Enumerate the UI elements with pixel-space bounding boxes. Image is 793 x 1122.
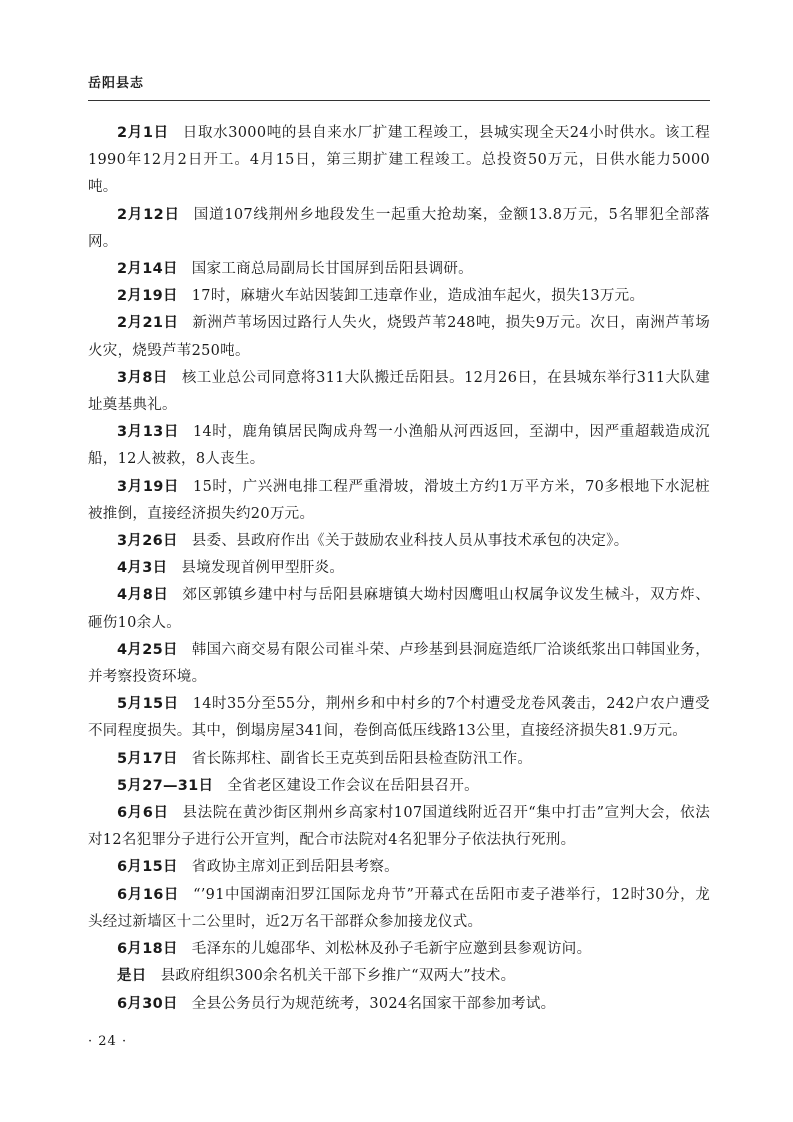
entry-date: 6月30日 xyxy=(117,995,178,1012)
entry-7 xyxy=(88,474,710,528)
entry-text: 郊区郭镇乡建中村与岳阳县麻塘镇大坳村因鹰咀山权属争议发生械斗，双方炸、砸伤10余人。 xyxy=(88,587,710,631)
entry-date: 是日 xyxy=(117,968,147,985)
entry-text: 15时，广兴洲电排工程严重滑坡，滑坡土方约1万平方米，70多根地下水泥桩被推倒，直接经济损失约20万元。 xyxy=(88,478,710,522)
entry-text: 17时，麻塘火车站因装卸工违章作业，造成油车起火，损失13万元。 xyxy=(191,288,645,305)
entry-17 xyxy=(88,882,710,936)
entry-text: 省长陈邦柱、副省长王克英到岳阳县检查防汛工作。 xyxy=(191,750,533,767)
entry-text: 县境发现首例甲型肝炎。 xyxy=(181,560,345,577)
entry-date: 6月15日 xyxy=(117,859,178,876)
entry-18 xyxy=(88,936,710,963)
entry-8 xyxy=(88,528,710,555)
entry-4 xyxy=(88,310,710,364)
entry-date: 3月19日 xyxy=(117,478,180,495)
header-rule xyxy=(88,100,710,101)
running-header: 岳阳县志 xyxy=(88,76,145,91)
entry-2 xyxy=(88,256,710,283)
entry-text: 新洲芦苇场因过路行人失火，烧毁芦苇248吨，损失9万元。次日，南洲芦苇场火灾，烧毁芦苇250吨。 xyxy=(88,315,710,359)
entry-text: 省政协主席刘正到岳阳县考察。 xyxy=(191,859,399,876)
entry-text: 韩国六商交易有限公司崔斗荣、卢珍基到县洞庭造纸厂洽谈纸浆出口韩国业务，并考察投资环境。 xyxy=(88,641,710,686)
entry-date: 2月14日 xyxy=(117,261,178,278)
entry-text: 全县公务员行为规范统考，3024名国家干部参加考试。 xyxy=(191,995,556,1012)
entry-date: 3月26日 xyxy=(117,533,178,550)
entry-text: 县法院在黄沙街区荆州乡高家村107国道线附近召开“集中打击”宣判大会，依法对12名犯罪分子进行公开宣判，配合市法院对4名犯罪分子依法执行死刑。 xyxy=(88,805,710,849)
entry-date: 6月16日 xyxy=(117,886,180,903)
entry-15 xyxy=(88,800,710,854)
entry-12 xyxy=(88,691,710,745)
entry-text: 毛泽东的儿媳邵华、刘松林及孙子毛新宇应邀到县参观访问。 xyxy=(191,941,592,958)
entry-date: 2月19日 xyxy=(117,288,178,305)
entry-3 xyxy=(88,283,710,310)
entry-date: 3月8日 xyxy=(117,369,168,386)
entry-5 xyxy=(88,365,710,419)
entry-date: 4月8日 xyxy=(117,587,169,604)
entry-date: 4月3日 xyxy=(117,560,168,577)
entry-text: 14时，鹿角镇居民陶成舟驾一小渔船从河西返回，至湖中，因严重超载造成沉船，12人被救，8人丧生。 xyxy=(88,424,710,468)
page-number: · 24 · xyxy=(88,1034,128,1049)
entry-text: 县政府组织300余名机关干部下乡推广“双两大”技术。 xyxy=(160,968,516,985)
entry-13 xyxy=(88,746,710,773)
entry-date: 4月25日 xyxy=(117,641,178,658)
chronicle-entries xyxy=(88,120,710,1018)
entry-text: 全省老区建设工作会议在岳阳县召开。 xyxy=(227,777,479,794)
entry-1 xyxy=(88,202,710,256)
entry-6 xyxy=(88,419,710,473)
entry-date: 2月1日 xyxy=(117,125,169,141)
entry-date: 5月27—31日 xyxy=(117,777,214,794)
entry-10 xyxy=(88,582,710,636)
entry-text: 核工业总公司同意将311大队搬迁岳阳县。12月26日，在县城东举行311大队建址奠基典礼。 xyxy=(88,369,710,414)
entry-text: 14时35分至55分，荆州乡和中村乡的7个村遭受龙卷风袭击，242户农户遭受不同程度损失。其中，倒塌房屋341间，卷倒高低压线路13公里，直接经济损失81.9万元。 xyxy=(88,696,710,740)
entry-20 xyxy=(88,991,710,1018)
entry-11 xyxy=(88,637,710,691)
entry-14 xyxy=(88,773,710,800)
entry-date: 3月13日 xyxy=(117,424,179,441)
entry-text: 日取水3000吨的县自来水厂扩建工程竣工，县城实现全天24小时供水。该工程1990年12月2日开工。4月15日，第三期扩建工程竣工。总投资50万元，日供水能力5000吨。 xyxy=(88,125,710,196)
entry-date: 6月18日 xyxy=(117,941,178,958)
entry-text: 县委、县政府作出《关于鼓励农业科技人员从事技术承包的决定》。 xyxy=(191,533,629,550)
entry-date: 2月21日 xyxy=(117,315,179,332)
entry-date: 5月17日 xyxy=(117,750,178,767)
entry-date: 6月6日 xyxy=(117,805,169,822)
entry-0 xyxy=(88,120,710,202)
entry-9 xyxy=(88,555,710,582)
entry-text: 国道107线荆州乡地段发生一起重大抢劫案，金额13.8万元，5名罪犯全部落网。 xyxy=(88,206,710,250)
entry-date: 5月15日 xyxy=(117,696,179,713)
entry-date: 2月12日 xyxy=(117,206,180,223)
entry-text: 国家工商总局副局长甘国屏到岳阳县调研。 xyxy=(191,261,473,278)
entry-16 xyxy=(88,854,710,881)
entry-19 xyxy=(88,963,710,990)
entry-text: “’91中国湖南汨罗江国际龙舟节”开幕式在岳阳市麦子港举行，12时30分，龙头经过新墙区十二公里时，近2万名干部群众参加接龙仪式。 xyxy=(88,886,710,930)
